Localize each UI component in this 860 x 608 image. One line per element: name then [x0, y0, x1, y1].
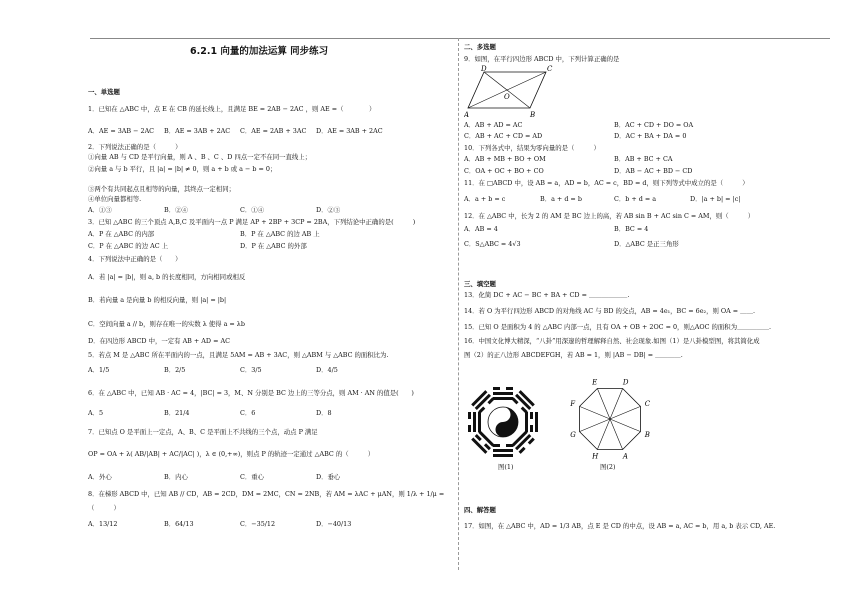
text-line: A．AB + MB + BO + OM [464, 155, 546, 163]
octagon-vertex-label: G [570, 430, 576, 439]
text-line: A．AB + AD = AC [464, 121, 523, 129]
text-line: A．外心 [88, 473, 112, 481]
text-line: 16．中国文化博大精深，“八卦”用深邃的哲理解释自然、社会现象.如图（1）是八卦模型图，将其简化成 [464, 337, 760, 345]
text-line: D．在四边形 ABCD 中，一定有 AB + AD = AC [88, 337, 230, 345]
bagua-figure [463, 382, 543, 462]
text-line: C．b + d = a [614, 195, 657, 203]
text-line: D．AB − AC + BD − CD [614, 167, 693, 175]
text-line: 12．在 △ABC 中，长为 2 的 AM 是 BC 边上的高，若 AB sin B + AC sin C = AM，则（ ） [464, 212, 755, 220]
text-line: 图（2）的正八边形 ABCDEFGH，若 AB = 1，则 |AB − DB| = ＿＿＿＿. [464, 351, 683, 359]
text-line: B．64/13 [164, 520, 194, 528]
text-line: A．若 |a| = |b|，则 a, b 的长度相同，方向相同或相反 [88, 273, 246, 281]
text-line: 一、单选题 [88, 88, 120, 96]
text-line: C．S△ABC = 4√3 [464, 240, 521, 248]
label-a: A [464, 111, 470, 118]
text-line: B．AE = 3AB + 2AC [164, 127, 231, 135]
text-line: ④单位向量都相等. [88, 195, 142, 203]
text-line: D．②③ [316, 206, 341, 214]
octagon-vertex-label: F [570, 400, 576, 409]
text-line: C．①④ [240, 206, 265, 214]
text-line: 15．已知 O 是面积为 4 的 △ABC 内部一点，且有 OA + OB + 2OC = 0，则△AOC 的面积为＿＿＿＿＿. [464, 323, 772, 331]
label-c: C [547, 65, 553, 73]
text-line: C．3/5 [240, 366, 262, 374]
text-line: 8．在梯形 ABCD 中，已知 AB // CD，AB = 2CD，DM = 2MC，CN = 2NB，若 AM = λAC + μAN，则 1/λ + 1/μ = [88, 490, 445, 498]
text-line: 1．已知在 △ABC 中，点 E 在 CB 的延长线上，且满足 BE = 2AB − 2AC ，则 AE =（ ） [88, 105, 376, 113]
label-d: D [481, 65, 487, 73]
text-line: C．−35/12 [240, 520, 276, 528]
text-line: B．P 在 △ABC 的边 AB 上 [240, 230, 320, 238]
text-line: D．8 [316, 409, 332, 417]
text-line: C．AB + AC + CD = AD [464, 132, 543, 140]
text-line: B．内心 [164, 473, 188, 481]
text-line: D．垂心 [316, 473, 341, 481]
text-line: A．AB = 4 [464, 225, 498, 233]
octagon-vertex-label: A [622, 452, 628, 461]
text-line: A．1/5 [88, 366, 110, 374]
text-line: 9．如图，在平行四边形 ABCD 中，下列计算正确的是 [464, 55, 620, 63]
page-title: 6.2.1 向量的加法运算 同步练习 [190, 46, 329, 57]
text-line: 11．在 □ABCD 中，设 AB = a，AD = b，AC = c，BD = d，则下列等式中成立的是（ ） [464, 179, 749, 187]
text-line: C．OA + OC + BO + CO [464, 167, 544, 175]
column-divider [458, 38, 459, 570]
text-line: C．6 [240, 409, 256, 417]
text-line: ②向量 a 与 b 平行，且 |a| = |b| ≠ 0，则 a + b 或 a − b = 0； [88, 165, 277, 173]
text-line: D．△ABC 是正三角形 [614, 240, 679, 248]
text-line: C．空间向量 a // b，则存在唯一的实数 λ 使得 a = λb [88, 320, 245, 328]
octagon-vertex-label: C [644, 400, 651, 409]
text-line: D．|a + b| = |c| [690, 195, 741, 203]
text-line: 图(2) [600, 463, 616, 471]
octagon-figure [565, 374, 655, 464]
text-line: ①向量 AB 与 CD 是平行向量，则 A 、B 、C 、D 四点一定不在同一直线上； [88, 153, 312, 161]
text-line: B．AC + CD + DO = OA [614, 121, 694, 129]
header-rule [90, 38, 830, 39]
text-line: D．−40/13 [316, 520, 352, 528]
text-line: A．①③ [88, 206, 112, 214]
text-line: B．②④ [164, 206, 188, 214]
text-line: C．P 在 △ABC 的边 AC 上 [88, 242, 169, 250]
text-line: 13．化简 DC + AC − BC + BA + CD = ＿＿＿＿＿＿. [464, 291, 630, 299]
text-line: B．2/5 [164, 366, 186, 374]
text-line: 4．下列说法中正确的是（ ） [88, 255, 182, 263]
text-line: 图(1) [498, 463, 514, 471]
text-line: 6．在 △ABC 中，已知 AB · AC = 4，|BC| = 3，M、N 分别是 BC 边上的三等分点，则 AM · AN 的值是( ) [88, 389, 414, 397]
octagon-vertex-label: B [644, 430, 650, 439]
text-line: 二、多选题 [464, 43, 496, 51]
text-line: 14．若 O 为平行四边形 ABCD 的对角线 AC 与 BD 的交点，AB = 4e₁，BC = 6e₂，则 OA = ＿＿. [464, 307, 755, 315]
text-line: D．P 在 △ABC 的外部 [240, 242, 307, 250]
text-line: B．a + d = b [540, 195, 582, 203]
text-line: 5．若点 M 是 △ABC 所在平面内的一点，且满足 5AM = AB + 3AC，则 △ABM 与 △ABC 的面积比为. [88, 351, 389, 359]
text-line: 2．下列说法正确的是（ ） [88, 143, 182, 151]
text-line: 17．如图，在 △ABC 中，AD = 1/3 AB，点 E 是 CD 的中点，设 AB = a, AC = b，用 a, b 表示 CD, AE. [464, 522, 776, 530]
text-line: B．若向量 a 是向量 b 的相反向量，则 |a| = |b| [88, 296, 227, 304]
text-line: A．5 [88, 409, 104, 417]
octagon-vertex-label: E [592, 378, 598, 387]
text-line: A．P 在 △ABC 的内部 [88, 230, 155, 238]
octagon-vertex-label: H [592, 452, 599, 461]
text-line: ③两个有共同起点且相等的向量，其终点一定相同； [88, 185, 235, 193]
text-line: C．重心 [240, 473, 265, 481]
text-line: （ ） [88, 504, 120, 512]
parallelogram-figure [464, 64, 554, 118]
text-line: D．4/5 [316, 366, 338, 374]
text-line: 3．已知 △ABC 的三个顶点 A,B,C 及平面内一点 P 满足 AP + 2BP + 3CP = 2BA，下列结论中正确的是( ) [88, 218, 416, 226]
text-line: OP = OA + λ( AB/|AB| + AC/|AC| )，λ ∈ (0,+∞)，则点 P 的轨迹一定通过 △ABC 的（ ） [88, 450, 375, 458]
octagon-vertex-label: D [622, 378, 629, 387]
text-line: A．13/12 [88, 520, 118, 528]
text-line: C．AE = 2AB + 3AC [240, 127, 307, 135]
text-line: 10．下列各式中，结果为零向量的是（ ） [464, 144, 600, 152]
text-line: 四、解答题 [464, 506, 496, 514]
label-o: O [504, 93, 510, 101]
text-line: 7．已知点 O 是平面上一定点，A、B、C 是平面上不共线的三个点，动点 P 满足 [88, 428, 318, 436]
label-b: B [530, 111, 536, 118]
text-line: A．a + b = c [464, 195, 506, 203]
text-line: 三、填空题 [464, 280, 496, 288]
text-line: B．AB + BC + CA [614, 155, 673, 163]
text-line: D．AC + BA + DA = 0 [614, 132, 687, 140]
text-line: A．AE = 3AB − 2AC [88, 127, 155, 135]
text-line: B．BC = 4 [614, 225, 649, 233]
text-line: B．21/4 [164, 409, 190, 417]
text-line: D．AE = 3AB + 2AC [316, 127, 383, 135]
